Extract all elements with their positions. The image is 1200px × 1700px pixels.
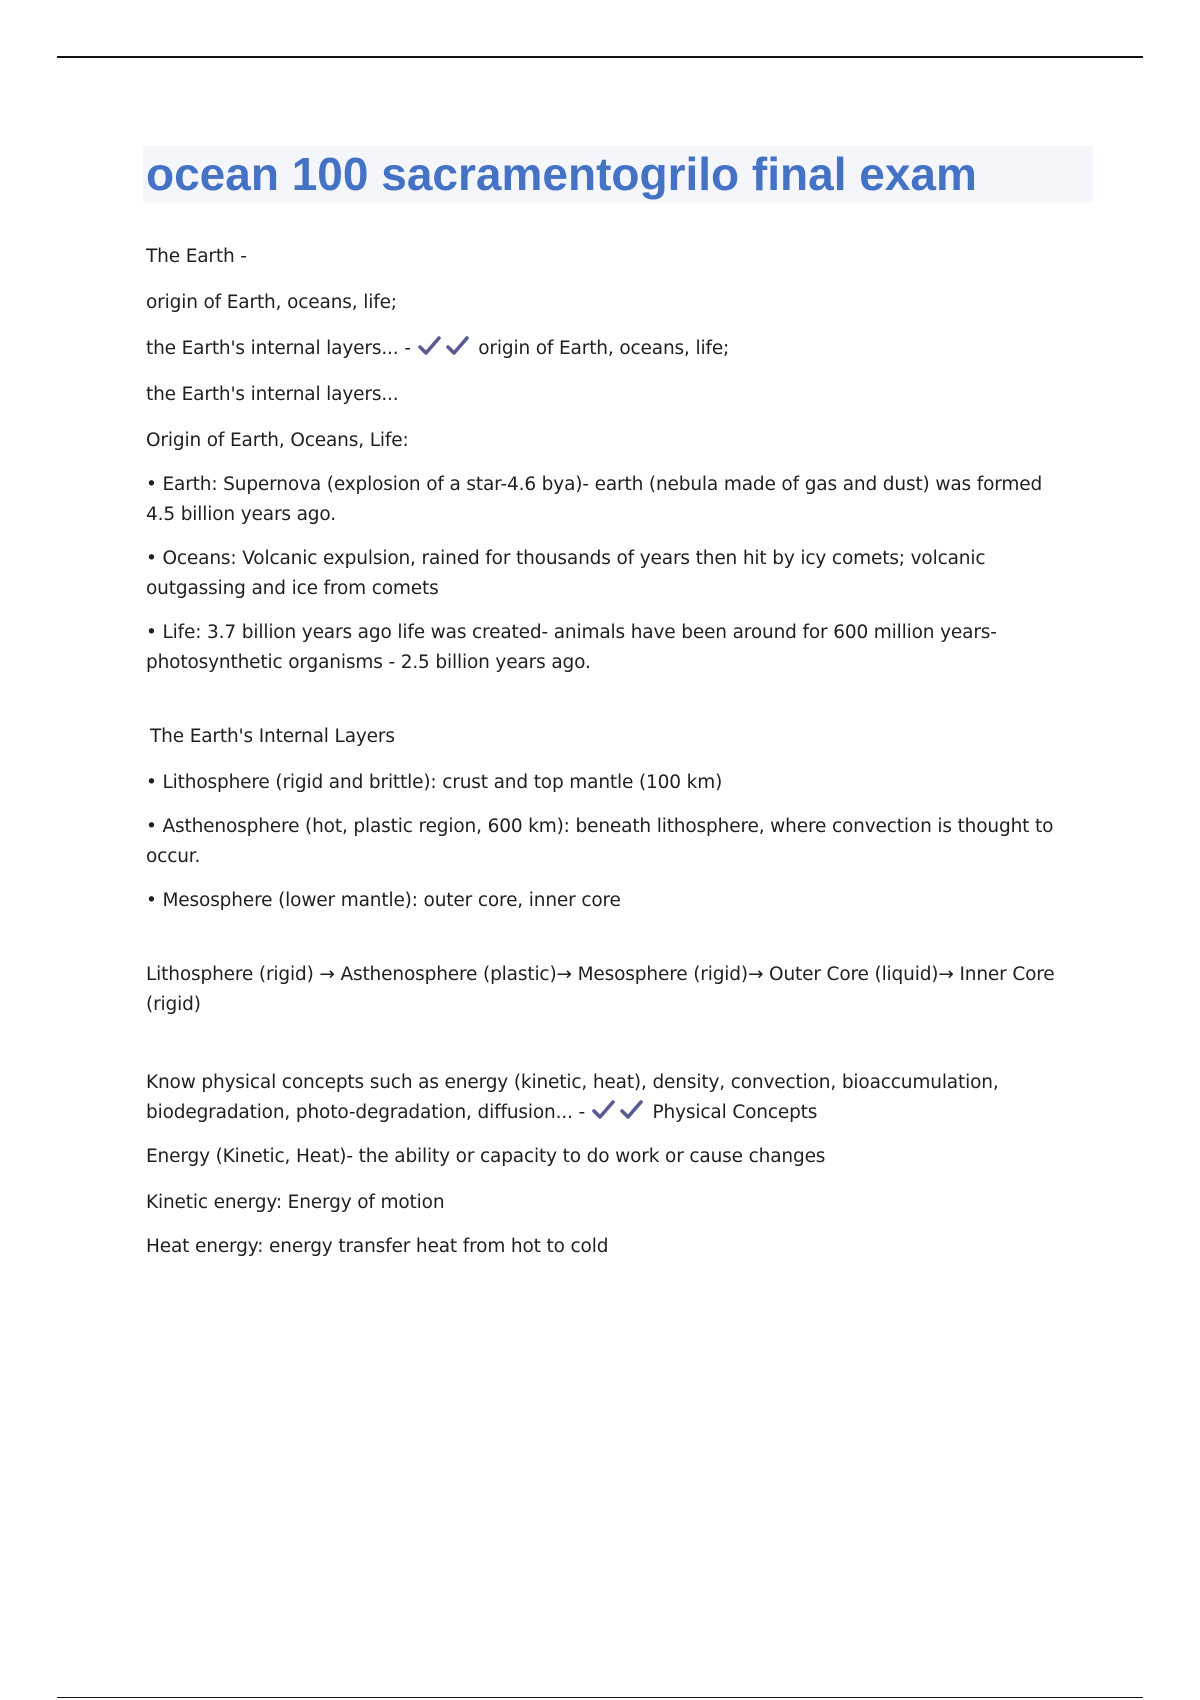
check-icon bbox=[417, 334, 443, 358]
bullet-asthenosphere: • Asthenosphere (hot, plastic region, 600 km): beneath lithosphere, where convection is thought to occur. bbox=[146, 816, 1054, 867]
question-answer-line bbox=[146, 1068, 1076, 1128]
definition-heat: Heat energy: energy transfer heat from hot to cold bbox=[146, 1236, 609, 1257]
question-text: Know physical concepts such as energy (kinetic, heat), density, convection, bioaccumulation, biodegradation, photo-degradation, diffusion... - bbox=[146, 1072, 999, 1123]
check-icon bbox=[591, 1098, 617, 1122]
document-body bbox=[146, 242, 1076, 1278]
bottom-divider bbox=[57, 1697, 1143, 1698]
answer-text: origin of Earth, oceans, life; bbox=[478, 338, 730, 359]
top-divider bbox=[57, 56, 1143, 58]
subheading-internal-layers: The Earth's Internal Layers bbox=[150, 726, 395, 747]
bullet-life: • Life: 3.7 billion years ago life was created- animals have been around for 600 million years- photosynthetic organisms - 2.5 billion years ago. bbox=[146, 622, 997, 673]
question-answer-line bbox=[146, 334, 1076, 364]
topic-line: origin of Earth, oceans, life; bbox=[146, 292, 397, 313]
check-icon bbox=[445, 334, 471, 358]
subheading-origin: Origin of Earth, Oceans, Life: bbox=[146, 430, 409, 451]
answer-text: Physical Concepts bbox=[652, 1102, 818, 1123]
bullet-oceans: • Oceans: Volcanic expulsion, rained for thousands of years then hit by icy comets; volcanic outgassing and ice from comets bbox=[146, 548, 986, 599]
answer-continuation: the Earth's internal layers... bbox=[146, 384, 399, 405]
bullet-mesosphere: • Mesosphere (lower mantle): outer core, inner core bbox=[146, 890, 621, 911]
document-title: ocean 100 sacramentogrilo final exam bbox=[146, 148, 977, 200]
section-heading-the-earth: The Earth - bbox=[146, 246, 247, 267]
bullet-lithosphere: • Lithosphere (rigid and brittle): crust and top mantle (100 km) bbox=[146, 772, 723, 793]
question-text: the Earth's internal layers... - bbox=[146, 338, 411, 359]
check-icon bbox=[619, 1098, 645, 1122]
bullet-earth: • Earth: Supernova (explosion of a star-4.6 bya)- earth (nebula made of gas and dust) was formed 4.5 billion years ago. bbox=[146, 474, 1043, 525]
definition-kinetic: Kinetic energy: Energy of motion bbox=[146, 1192, 445, 1213]
layers-sequence: Lithosphere (rigid) → Asthenosphere (plastic)→ Mesosphere (rigid)→ Outer Core (liquid)→ Inner Core (rigid) bbox=[146, 964, 1055, 1015]
definition-energy: Energy (Kinetic, Heat)- the ability or capacity to do work or cause changes bbox=[146, 1146, 826, 1167]
